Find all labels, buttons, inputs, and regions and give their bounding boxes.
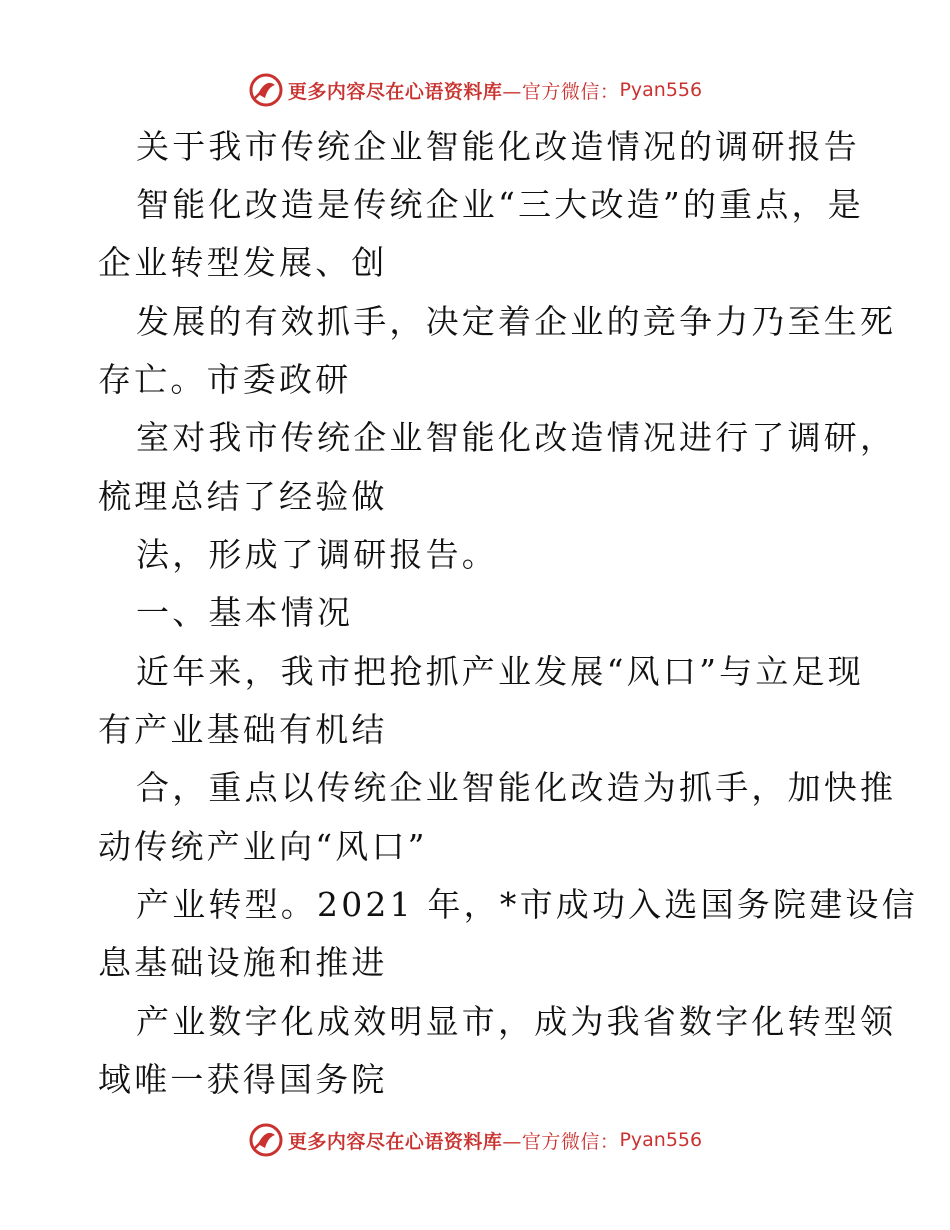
watermark-banner-bottom <box>0 1120 950 1160</box>
doc-line: 企业转型发展、创 <box>98 243 388 282</box>
library-logo-icon <box>248 1122 284 1158</box>
doc-line: 室对我市传统企业智能化改造情况进行了调研， <box>136 418 897 457</box>
doc-line: 产业转型。2021 年，*市成功入选国务院建设信 <box>136 885 918 924</box>
banner-title: 更多内容尽在心语资料库 <box>287 80 503 103</box>
doc-line: 梳理总结了经验做 <box>98 477 388 516</box>
banner-wechat-label: —官方微信： <box>502 80 620 103</box>
doc-line: 域唯一获得国务院 <box>98 1060 388 1099</box>
section-heading: 一、基本情况 <box>136 593 354 632</box>
watermark-banner-top <box>0 70 950 110</box>
doc-line: 法，形成了调研报告。 <box>136 535 498 574</box>
banner-wechat-label: —官方微信： <box>502 1130 620 1153</box>
doc-line: 近年来，我市把抢抓产业发展“风口”与立足现 <box>136 652 864 691</box>
doc-line: 合，重点以传统企业智能化改造为抓手，加快推 <box>136 768 897 807</box>
banner-wechat-id: Pyan556 <box>619 79 703 101</box>
banner-wechat-id: Pyan556 <box>619 1129 703 1151</box>
doc-line: 有产业基础有机结 <box>98 710 388 749</box>
library-logo-icon <box>248 72 284 108</box>
doc-line: 息基础设施和推进 <box>98 943 388 982</box>
doc-line: 发展的有效抓手，决定着企业的竞争力乃至生死 <box>136 302 897 341</box>
banner-title: 更多内容尽在心语资料库 <box>287 1130 503 1153</box>
doc-title: 关于我市传统企业智能化改造情况的调研报告 <box>136 127 860 166</box>
doc-line: 产业数字化成效明显市，成为我省数字化转型领 <box>136 1002 897 1041</box>
doc-line: 智能化改造是传统企业“三大改造”的重点，是 <box>136 185 864 224</box>
doc-line: 动传统产业向“风口” <box>98 827 428 866</box>
doc-line: 存亡。市委政研 <box>98 360 352 399</box>
